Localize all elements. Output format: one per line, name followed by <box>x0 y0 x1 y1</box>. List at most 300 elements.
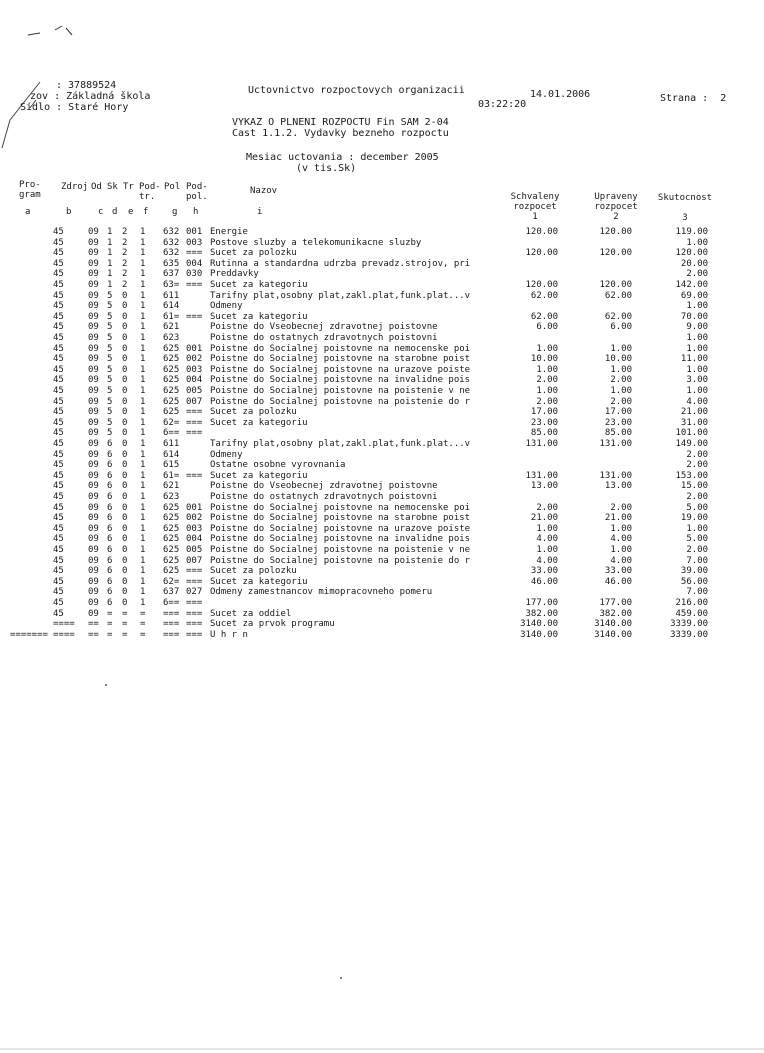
cell-sk: 6 <box>107 513 113 524</box>
cell-zdroj: 45 <box>53 513 64 524</box>
cell-tr: = <box>122 608 128 619</box>
cell-podtr: 1 <box>140 449 146 460</box>
cell-upraveny: 62.00 <box>604 290 632 301</box>
cell-sk: 6 <box>107 534 113 545</box>
cell-nazov: Poistne do Vseobecnej zdravotnej poistovne <box>210 481 438 492</box>
cell-pol: 625 <box>163 354 180 365</box>
cell-sk: 5 <box>107 290 113 301</box>
cell-pol: 623 <box>163 492 180 502</box>
col-nazov: Nazov <box>250 186 278 196</box>
cell-sk: 6 <box>107 460 113 471</box>
cell-od: 09 <box>88 576 99 587</box>
cell-tr: 2 <box>122 269 128 280</box>
table-row <box>0 333 764 343</box>
cell-tr: 0 <box>122 534 128 545</box>
cell-sk: 5 <box>107 301 113 312</box>
cell-nazov: Sucet za polozku <box>210 566 297 577</box>
table-row <box>0 439 764 449</box>
cell-skutocnost: 1.00 <box>686 386 708 396</box>
cell-podpol: 030 <box>186 269 203 280</box>
table-row <box>0 524 764 534</box>
cell-od: 09 <box>88 523 99 534</box>
cell-sk: 6 <box>107 470 113 481</box>
table-row <box>0 386 764 396</box>
cell-pol: 621 <box>163 322 180 333</box>
cell-skutocnost: 1.00 <box>686 301 708 312</box>
cell-sk: 5 <box>107 343 113 354</box>
cell-skutocnost: 70.00 <box>680 311 708 322</box>
cell-tr: 0 <box>122 428 128 439</box>
cell-upraveny: 131.00 <box>599 470 632 481</box>
cell-zdroj: 45 <box>53 470 64 481</box>
cell-podtr: 1 <box>140 407 146 418</box>
cell-podtr: 1 <box>140 322 146 333</box>
cell-od: 09 <box>88 248 99 259</box>
cell-skutocnost: 2.00 <box>686 492 708 502</box>
report-title: VYKAZ O PLNENI ROZPOCTU Fin SAM 2-04 <box>232 117 449 128</box>
cell-podpol: 003 <box>186 237 203 248</box>
cell-nazov: Poistne do Socialnej poistovne na poistenie do r <box>210 555 471 566</box>
table-row <box>0 566 764 576</box>
cell-podtr: 1 <box>140 470 146 481</box>
cell-skutocnost: 4.00 <box>686 396 708 407</box>
cell-od: == <box>88 619 99 630</box>
cell-podtr: 1 <box>140 364 146 375</box>
cell-tr: 0 <box>122 502 128 513</box>
cell-podpol: 007 <box>186 555 203 566</box>
cell-sk: 5 <box>107 364 113 375</box>
cell-schvaleny: 2.00 <box>536 502 558 513</box>
cell-tr: 0 <box>122 386 128 396</box>
cell-podtr: 1 <box>140 587 146 598</box>
cell-pol: 625 <box>163 545 180 555</box>
cell-zdroj: 45 <box>53 227 64 237</box>
cell-sk: 6 <box>107 439 113 449</box>
cell-podtr: 1 <box>140 460 146 471</box>
table-row <box>0 365 764 375</box>
col-podtr: Pod- tr. <box>139 182 161 202</box>
cell-upraveny: 177.00 <box>599 598 632 608</box>
col-skutocnost: Skutocnost 3 <box>657 193 713 223</box>
cell-skutocnost: 56.00 <box>680 576 708 587</box>
cell-tr: 0 <box>122 290 128 301</box>
table-row <box>0 407 764 417</box>
col-podtr-letter: f <box>143 207 149 217</box>
cell-skutocnost: 3339.00 <box>670 619 708 630</box>
cell-od: 09 <box>88 492 99 502</box>
cell-pol: 625 <box>163 534 180 545</box>
table-row <box>0 354 764 364</box>
cell-sk: 1 <box>107 227 113 237</box>
cell-upraveny: 120.00 <box>599 248 632 259</box>
cell-zdroj: 45 <box>53 280 64 290</box>
cell-od: 09 <box>88 258 99 269</box>
cell-sk: 6 <box>107 598 113 608</box>
cell-podpol: === <box>186 417 203 428</box>
cell-upraveny: 382.00 <box>599 608 632 619</box>
cell-od: 09 <box>88 428 99 439</box>
cell-podpol: 003 <box>186 523 203 534</box>
cell-nazov: Sucet za kategoriu <box>210 311 308 322</box>
col-program: Pro- gram <box>19 180 41 200</box>
cell-schvaleny: 1.00 <box>536 386 558 396</box>
table-row <box>0 492 764 502</box>
cell-zdroj: 45 <box>53 354 64 365</box>
cell-pol: === <box>163 619 180 630</box>
cell-pol: === <box>163 608 180 619</box>
cell-pol: 63= <box>163 280 180 290</box>
cell-pol: 614 <box>163 301 180 312</box>
cell-upraveny: 131.00 <box>599 439 632 449</box>
cell-schvaleny: 33.00 <box>530 566 558 577</box>
cell-od: 09 <box>88 587 99 598</box>
cell-nazov: Poistne do Socialnej poistovne na invalidne pois <box>210 375 471 386</box>
table-row <box>0 301 764 311</box>
cell-zdroj: 45 <box>53 290 64 301</box>
cell-nazov: Tarifny plat,osobny plat,zakl.plat,funk.plat...v <box>210 439 471 449</box>
cell-podtr: 1 <box>140 248 146 259</box>
cell-skutocnost: 153.00 <box>675 470 708 481</box>
cell-schvaleny: 1.00 <box>536 364 558 375</box>
cell-zdroj: 45 <box>53 396 64 407</box>
cell-tr: 2 <box>122 280 128 290</box>
cell-schvaleny: 120.00 <box>525 227 558 237</box>
table-row <box>0 238 764 248</box>
cell-tr: 0 <box>122 407 128 418</box>
cell-od: 09 <box>88 237 99 248</box>
cell-zdroj: 45 <box>53 587 64 598</box>
cell-nazov: Poistne do Socialnej poistovne na nemocenske poi <box>210 343 471 354</box>
cell-podtr: 1 <box>140 333 146 343</box>
cell-zdroj: 45 <box>53 258 64 269</box>
cell-tr: 0 <box>122 566 128 577</box>
cell-podtr: 1 <box>140 598 146 608</box>
cell-pol: 62= <box>163 576 180 587</box>
cell-nazov: Poistne do Socialnej poistovne na starobne poist <box>210 513 471 524</box>
cell-upraveny: 62.00 <box>604 311 632 322</box>
cell-tr: 0 <box>122 396 128 407</box>
cell-podtr: 1 <box>140 375 146 386</box>
cell-tr: 2 <box>122 258 128 269</box>
cell-nazov: Sucet za kategoriu <box>210 576 308 587</box>
table-row <box>0 418 764 428</box>
cell-zdroj: 45 <box>53 608 64 619</box>
cell-sk: 6 <box>107 566 113 577</box>
cell-pol: 625 <box>163 566 180 577</box>
cell-schvaleny: 17.00 <box>530 407 558 418</box>
cell-tr: 2 <box>122 227 128 237</box>
cell-zdroj: 45 <box>53 407 64 418</box>
cell-zdroj: 45 <box>53 566 64 577</box>
cell-od: 09 <box>88 364 99 375</box>
cell-tr: 0 <box>122 587 128 598</box>
cell-zdroj: 45 <box>53 375 64 386</box>
cell-pol: 625 <box>163 386 180 396</box>
cell-podpol: === <box>186 311 203 322</box>
col-program-letter: a <box>25 207 31 217</box>
cell-podtr: 1 <box>140 513 146 524</box>
org-seat: Sídlo : Staré Hory <box>20 102 129 113</box>
cell-zdroj: 45 <box>53 534 64 545</box>
cell-podtr: 1 <box>140 290 146 301</box>
cell-tr: 2 <box>122 237 128 248</box>
cell-pol: 632 <box>163 227 180 237</box>
col-tr-letter: e <box>128 207 134 217</box>
cell-zdroj: 45 <box>53 428 64 439</box>
cell-tr: 0 <box>122 481 128 492</box>
cell-schvaleny: 4.00 <box>536 555 558 566</box>
cell-nazov: Sucet za kategoriu <box>210 470 308 481</box>
cell-podtr: 1 <box>140 311 146 322</box>
cell-tr: 0 <box>122 576 128 587</box>
cell-nazov: Poistne do Socialnej poistovne na invalidne pois <box>210 534 471 545</box>
cell-tr: 0 <box>122 375 128 386</box>
cell-podpol: 002 <box>186 513 203 524</box>
cell-upraveny: 1.00 <box>610 545 632 555</box>
cell-skutocnost: 1.00 <box>686 333 708 343</box>
cell-nazov: Poistne do Vseobecnej zdravotnej poistovne <box>210 322 438 333</box>
cell-tr: 0 <box>122 364 128 375</box>
cell-podtr: 1 <box>140 439 146 449</box>
cell-od: 09 <box>88 417 99 428</box>
cell-od: 09 <box>88 449 99 460</box>
cell-pol: 635 <box>163 258 180 269</box>
report-time: 03:22:20 <box>478 99 527 110</box>
col-upraveny: Upraveny rozpocet 2 <box>594 192 638 222</box>
cell-pol: 61= <box>163 311 180 322</box>
report-date: 14.01.2006 <box>530 89 591 100</box>
table-row <box>0 375 764 385</box>
cell-sk: 6 <box>107 481 113 492</box>
cell-zdroj: 45 <box>53 237 64 248</box>
cell-od: 09 <box>88 470 99 481</box>
cell-tr: 0 <box>122 555 128 566</box>
cell-zdroj: 45 <box>53 449 64 460</box>
cell-od: 09 <box>88 513 99 524</box>
cell-program: ======= <box>10 629 48 640</box>
cell-podpol: === <box>186 608 203 619</box>
cell-schvaleny: 120.00 <box>525 280 558 290</box>
cell-sk: 5 <box>107 407 113 418</box>
cell-podpol: === <box>186 576 203 587</box>
cell-od: 09 <box>88 566 99 577</box>
cell-od: 09 <box>88 481 99 492</box>
cell-nazov: Sucet za prvok programu <box>210 619 335 630</box>
cell-podtr: = <box>140 629 146 640</box>
cell-skutocnost: 1.00 <box>686 237 708 248</box>
cell-zdroj: 45 <box>53 343 64 354</box>
cell-podtr: 1 <box>140 227 146 237</box>
cell-od: 09 <box>88 227 99 237</box>
cell-podtr: 1 <box>140 428 146 439</box>
cell-nazov: Poistne do Socialnej poistovne na poistenie do r <box>210 396 471 407</box>
table-row <box>0 534 764 544</box>
cell-skutocnost: 149.00 <box>675 439 708 449</box>
table-row <box>0 609 764 619</box>
table-row <box>0 577 764 587</box>
cell-upraveny: 17.00 <box>604 407 632 418</box>
cell-pol: 632 <box>163 248 180 259</box>
cell-skutocnost: 20.00 <box>680 258 708 269</box>
cell-schvaleny: 2.00 <box>536 375 558 386</box>
cell-podpol: 004 <box>186 375 203 386</box>
cell-zdroj: 45 <box>53 576 64 587</box>
cell-od: 09 <box>88 354 99 365</box>
cell-tr: = <box>122 619 128 630</box>
col-od-letter: c <box>98 207 104 217</box>
cell-nazov: Preddavky <box>210 269 259 280</box>
cell-od: 09 <box>88 502 99 513</box>
table-row <box>0 322 764 332</box>
cell-podpol: === <box>186 428 203 439</box>
cell-sk: 1 <box>107 269 113 280</box>
cell-schvaleny: 6.00 <box>536 322 558 333</box>
table-row <box>0 259 764 269</box>
cell-od: 09 <box>88 534 99 545</box>
cell-tr: 0 <box>122 523 128 534</box>
cell-od: 09 <box>88 280 99 290</box>
col-schvaleny: Schvaleny rozpocet 1 <box>510 192 560 222</box>
cell-zdroj: 45 <box>53 386 64 396</box>
table-row <box>0 598 764 608</box>
cell-pol: 625 <box>163 364 180 375</box>
cell-schvaleny: 23.00 <box>530 417 558 428</box>
cell-zdroj: 45 <box>53 460 64 471</box>
cell-nazov: Odmeny <box>210 301 243 312</box>
cell-skutocnost: 31.00 <box>680 417 708 428</box>
cell-pol: 611 <box>163 439 180 449</box>
cell-od: 09 <box>88 555 99 566</box>
cell-schvaleny: 177.00 <box>525 598 558 608</box>
cell-od: 09 <box>88 322 99 333</box>
cell-skutocnost: 9.00 <box>686 322 708 333</box>
cell-schvaleny: 1.00 <box>536 523 558 534</box>
cell-zdroj: 45 <box>53 417 64 428</box>
cell-tr: 0 <box>122 513 128 524</box>
cell-podpol: === <box>186 280 203 290</box>
cell-skutocnost: 1.00 <box>686 523 708 534</box>
cell-tr: 0 <box>122 449 128 460</box>
cell-upraveny: 10.00 <box>604 354 632 365</box>
table-row <box>0 630 764 640</box>
cell-podpol: 007 <box>186 396 203 407</box>
cell-skutocnost: 2.00 <box>686 460 708 471</box>
cell-zdroj: 45 <box>53 269 64 280</box>
cell-pol: 62= <box>163 417 180 428</box>
cell-od: 09 <box>88 460 99 471</box>
cell-od: == <box>88 629 99 640</box>
cell-schvaleny: 10.00 <box>530 354 558 365</box>
cell-podpol: 027 <box>186 587 203 598</box>
col-zdroj-letter: b <box>66 207 72 217</box>
cell-skutocnost: 15.00 <box>680 481 708 492</box>
col-sk-letter: d <box>112 207 118 217</box>
cell-podpol: === <box>186 629 203 640</box>
cell-upraveny: 120.00 <box>599 227 632 237</box>
cell-pol: 621 <box>163 481 180 492</box>
cell-upraveny: 13.00 <box>604 481 632 492</box>
cell-tr: 0 <box>122 545 128 555</box>
cell-od: 09 <box>88 333 99 343</box>
cell-od: 09 <box>88 396 99 407</box>
cell-zdroj: 45 <box>53 523 64 534</box>
table-row <box>0 312 764 322</box>
cell-pol: 637 <box>163 587 180 598</box>
table-row <box>0 460 764 470</box>
cell-zdroj: ==== <box>53 629 75 640</box>
cell-podtr: 1 <box>140 555 146 566</box>
cell-nazov: Odmeny zamestnancov mimopracovneho pomeru <box>210 587 433 598</box>
cell-nazov: Poistne do Socialnej poistovne na urazove poiste <box>210 523 471 534</box>
cell-pol: 625 <box>163 343 180 354</box>
cell-tr: 0 <box>122 333 128 343</box>
cell-tr: 0 <box>122 460 128 471</box>
cell-schvaleny: 1.00 <box>536 343 558 354</box>
cell-od: 09 <box>88 439 99 449</box>
cell-sk: 5 <box>107 375 113 386</box>
cell-upraveny: 120.00 <box>599 280 632 290</box>
cell-pol: === <box>163 629 180 640</box>
cell-podpol: 005 <box>186 545 203 555</box>
cell-podpol: === <box>186 619 203 630</box>
cell-zdroj: 45 <box>53 545 64 555</box>
cell-schvaleny: 46.00 <box>530 576 558 587</box>
cell-od: 09 <box>88 269 99 280</box>
cell-schvaleny: 1.00 <box>536 545 558 555</box>
cell-schvaleny: 2.00 <box>536 396 558 407</box>
cell-pol: 623 <box>163 333 180 343</box>
cell-podtr: 1 <box>140 481 146 492</box>
report-unit: (v tis.Sk) <box>296 163 357 174</box>
table-row <box>0 397 764 407</box>
table-row <box>0 503 764 513</box>
cell-od: 09 <box>88 598 99 608</box>
cell-schvaleny: 85.00 <box>530 428 558 439</box>
cell-nazov: Poistne do ostatnych zdravotnych poistovni <box>210 333 438 343</box>
table-row <box>0 248 764 258</box>
cell-podtr: 1 <box>140 396 146 407</box>
cell-skutocnost: 3.00 <box>686 375 708 386</box>
col-podpol-letter: h <box>193 207 199 217</box>
cell-nazov: Sucet za kategoriu <box>210 417 308 428</box>
cell-sk: 5 <box>107 322 113 333</box>
cell-nazov: Poistne do Socialnej poistovne na poistenie v ne <box>210 386 471 396</box>
cell-od: 09 <box>88 608 99 619</box>
cell-podtr: = <box>140 608 146 619</box>
col-nazov-letter: i <box>257 207 263 217</box>
col-tr: Tr <box>123 182 134 192</box>
cell-od: 09 <box>88 311 99 322</box>
cell-pol: 615 <box>163 460 180 471</box>
cell-sk: 1 <box>107 258 113 269</box>
cell-skutocnost: 11.00 <box>680 354 708 365</box>
cell-nazov: Poistne do ostatnych zdravotnych poistovni <box>210 492 438 502</box>
cell-nazov: Poistne do Socialnej poistovne na nemocenske poi <box>210 502 471 513</box>
cell-skutocnost: 7.00 <box>686 587 708 598</box>
cell-tr: 0 <box>122 417 128 428</box>
table-row <box>0 344 764 354</box>
cell-zdroj: 45 <box>53 502 64 513</box>
cell-tr: 2 <box>122 248 128 259</box>
cell-nazov: Sucet za polozku <box>210 407 297 418</box>
cell-upraveny: 4.00 <box>610 555 632 566</box>
cell-skutocnost: 2.00 <box>686 269 708 280</box>
cell-upraveny: 1.00 <box>610 343 632 354</box>
cell-nazov: Rutinna a standardna udrzba prevadz.strojov, pri <box>210 258 471 269</box>
cell-podtr: 1 <box>140 280 146 290</box>
cell-sk: 6 <box>107 523 113 534</box>
cell-sk: 5 <box>107 417 113 428</box>
